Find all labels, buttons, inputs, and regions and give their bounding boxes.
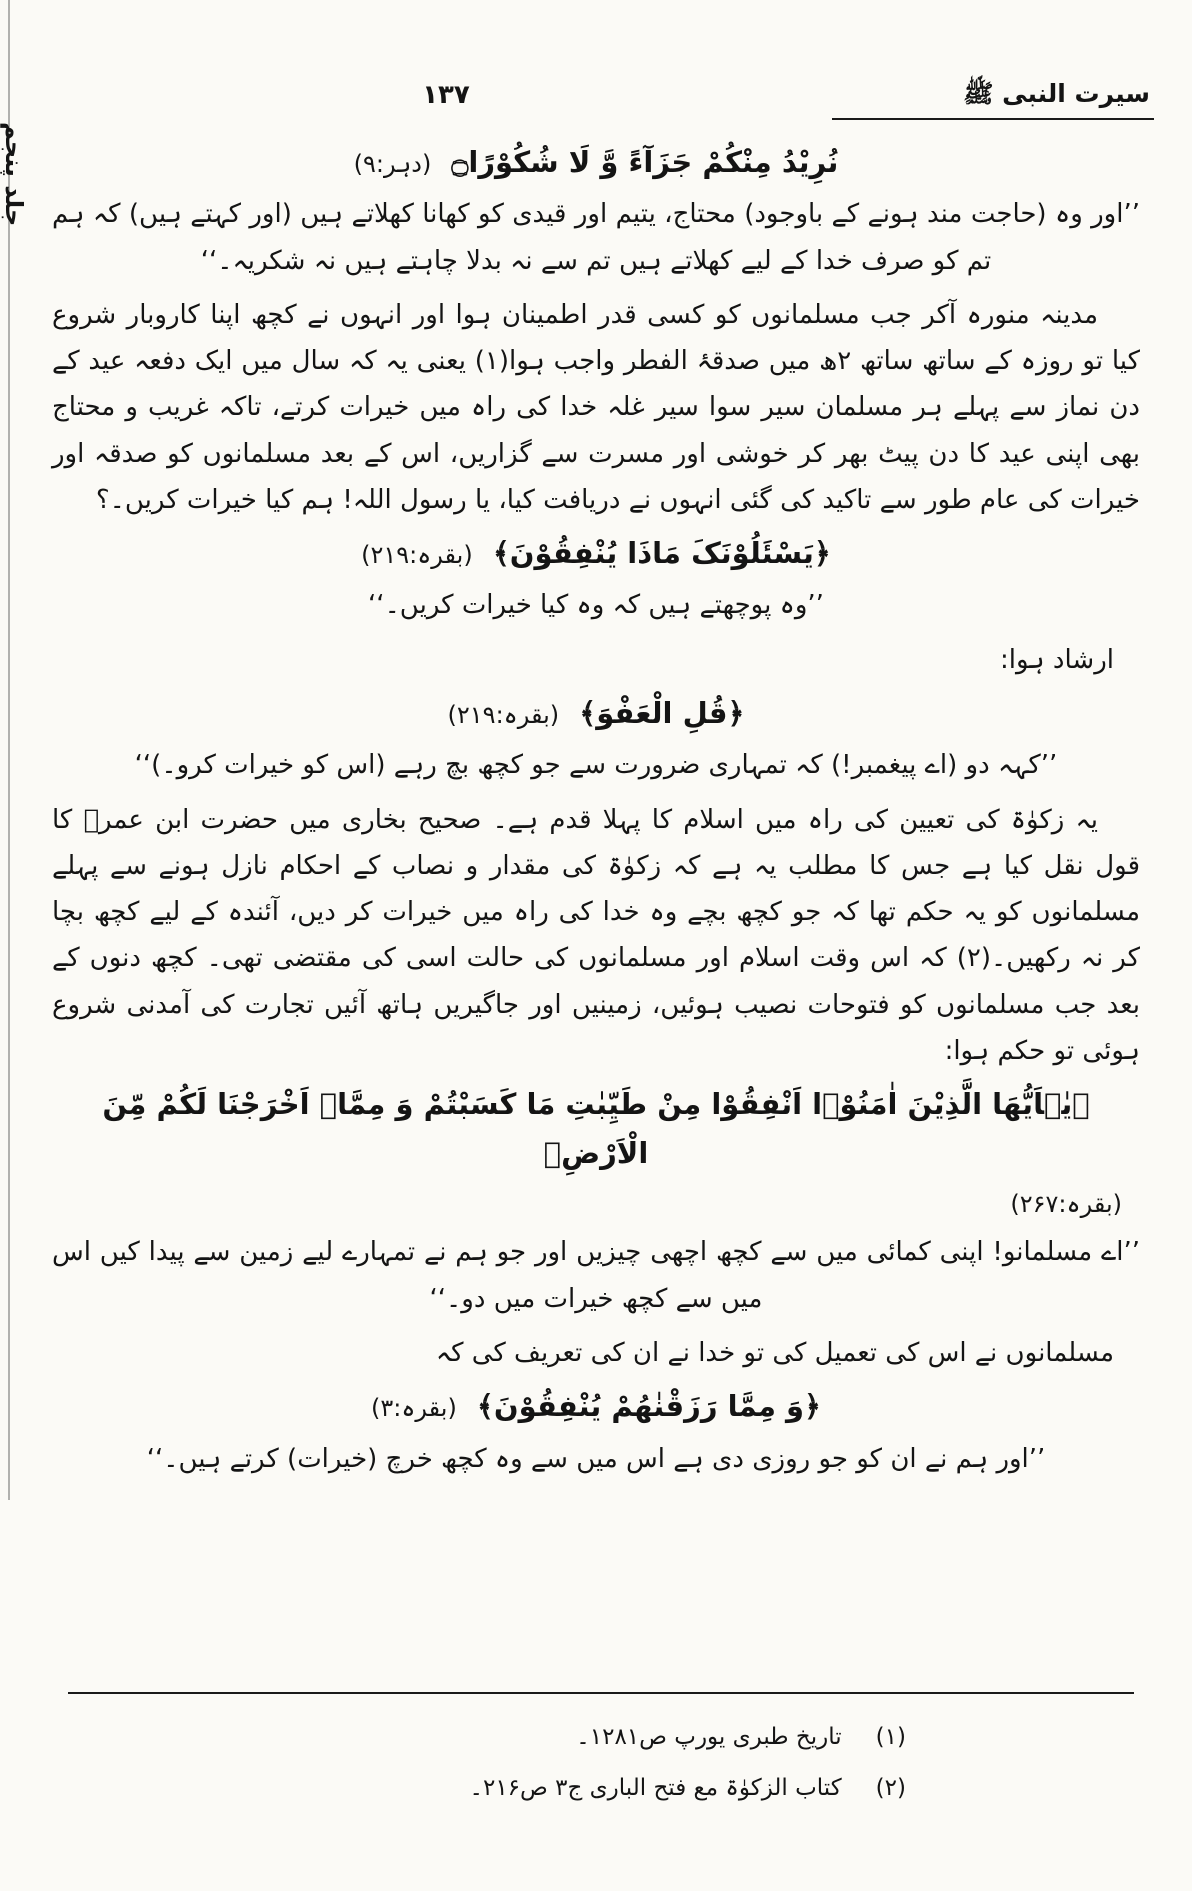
footnote-text: تاریخ طبری یورپ ص۱۲۸۱۔ [576, 1724, 842, 1750]
verse-text: ﴿قُلِ الْعَفْوَ﴾ [579, 695, 745, 730]
verse-translation: ’’اے مسلمانو! اپنی کمائی میں سے کچھ اچھی چیزیں اور جو ہم نے تمہارے لیے زمین سے پیدا کیں اس میں سے کچھ خیرات میں دو۔‘‘ [52, 1237, 1140, 1314]
verse-translation: ’’اور وہ (حاجت مند ہونے کے باوجود) محتاج، یتیم اور قیدی کو کھانا کھلاتے ہیں (اور کہتے ہیں) کہ ہم تم کو صرف خدا کے لیے کھلاتے ہیں تم سے نہ بدلا چاہتے ہیں نہ شکریہ۔‘‘ [52, 199, 1140, 276]
verse-citation: (بقرہ:۲۱۹) [447, 700, 560, 729]
verse-translation: ’’اور ہم نے ان کو جو روزی دی ہے اس میں سے وہ کچھ خرچ (خیرات) کرتے ہیں۔‘‘ [146, 1443, 1046, 1474]
footnote [60, 1712, 906, 1763]
verse-translation: ’’کہہ دو (اے پیغمبر!) کہ تمہاری ضرورت سے جو کچھ بچ رہے (اس کو خیرات کرو۔)‘‘ [134, 750, 1058, 781]
footnote-marker: (۱) [875, 1724, 906, 1750]
verse-text: نُرِیْدُ مِنْکُمْ جَزَآءً وَّ لَا شُکُوْرًا۝ [451, 145, 839, 179]
quran-verse [52, 529, 1140, 578]
footnote-marker: (۲) [875, 1774, 906, 1801]
lead-line: مسلمانوں نے اس کی تعمیل کی تو خدا نے ان کی تعریف کی کہ [435, 1337, 1114, 1368]
quran-verse [52, 689, 1140, 738]
page-number: ۱۳۷ [422, 80, 470, 110]
verse-citation: (دہر:۹) [353, 150, 432, 178]
page-content [52, 132, 1140, 1490]
lead-line: ارشاد ہوا: [1000, 644, 1114, 675]
body-paragraph: یہ زکوٰۃ کی تعیین کی راہ میں اسلام کا پہلا قدم ہے۔ صحیح بخاری میں حضرت ابن عمرؓ کا قول نقل کیا ہے جس کا مطلب یہ ہے کہ زکوٰۃ کی مقدار و نصاب کے احکام نازل ہونے سے پہلے مسلمانوں کو یہ حکم تھا کہ جو کچھ بچے وہ خدا کی راہ میں خیرات کر دیں، آئندہ کے لیے کچھ بچا کر نہ رکھیں۔(۲) کہ اس وقت اسلام اور مسلمانوں کی حالت اسی کی مقتضی تھی۔ کچھ دنوں کے بعد جب مسلمانوں کو فتوحات نصیب ہوئیں، زمینیں اور جاگیریں ہاتھ آئیں تجارت کی آمدنی شروع ہوئی تو حکم ہوا: [52, 804, 1140, 1066]
verse-citation: (بقرہ:۲۶۷) [1010, 1189, 1122, 1218]
book-title: سیرت النبی ﷺ [963, 79, 1150, 108]
verse-citation: (بقرہ:۲۱۹) [361, 541, 473, 570]
footnote-divider [68, 1692, 1134, 1694]
verse-text: ﴿وَ مِمَّا رَزَقْنٰهُمْ یُنْفِقُوْنَ﴾ [476, 1389, 822, 1424]
header-divider [832, 118, 1154, 120]
volume-label: جلد پنجم [0, 122, 28, 227]
verse-citation: (بقرہ:۳) [370, 1394, 457, 1423]
quran-verse: ﴿یٰۤاَیُّهَا الَّذِیْنَ اٰمَنُوْۤا اَنْفِقُوْا مِنْ طَیِّبٰتِ مَا کَسَبْتُمْ وَ مِمَّاۤ اَخْرَجْنَا لَکُمْ مِّنَ الْاَرْضِ﴾ [102, 1087, 1090, 1171]
quran-verse [52, 138, 1140, 187]
verse-translation: ’’وہ پوچھتے ہیں کہ وہ کیا خیرات کریں۔‘‘ [368, 590, 824, 621]
verse-text: ﴿یَسْئَلُوْنَکَ مَاذَا یُنْفِقُوْنَ﴾ [492, 536, 831, 571]
quran-verse [52, 1382, 1140, 1431]
body-paragraph: مدینہ منورہ آکر جب مسلمانوں کو کسی قدر اطمینان ہوا اور انہوں نے کچھ اپنا کاروبار شروع کیا تو روزہ کے ساتھ ساتھ ۲ھ میں صدقۂ الفطر واجب ہوا(۱) یعنی یہ کہ سال میں ایک دفعہ عید کے دن نماز سے پہلے ہر مسلمان سیر سوا سیر غلہ خدا کی راہ میں خیرات کرتے، تاکہ غریب و محتاج بھی اپنی عید کا دن پیٹ بھر کر خوشی اور مسرت سے گزاریں، اس کے بعد مسلمانوں کو صدقہ اور خیرات کی عام طور سے تاکید کی گئی انہوں نے دریافت کیا، یا رسول اللہ! ہم کیا خیرات کریں۔؟ [52, 299, 1140, 515]
footnotes [60, 1712, 906, 1813]
footnote [60, 1763, 906, 1814]
footnote-text: کتاب الزکوٰۃ مع فتح الباری ج۳ ص۲۱۶۔ [469, 1774, 842, 1801]
